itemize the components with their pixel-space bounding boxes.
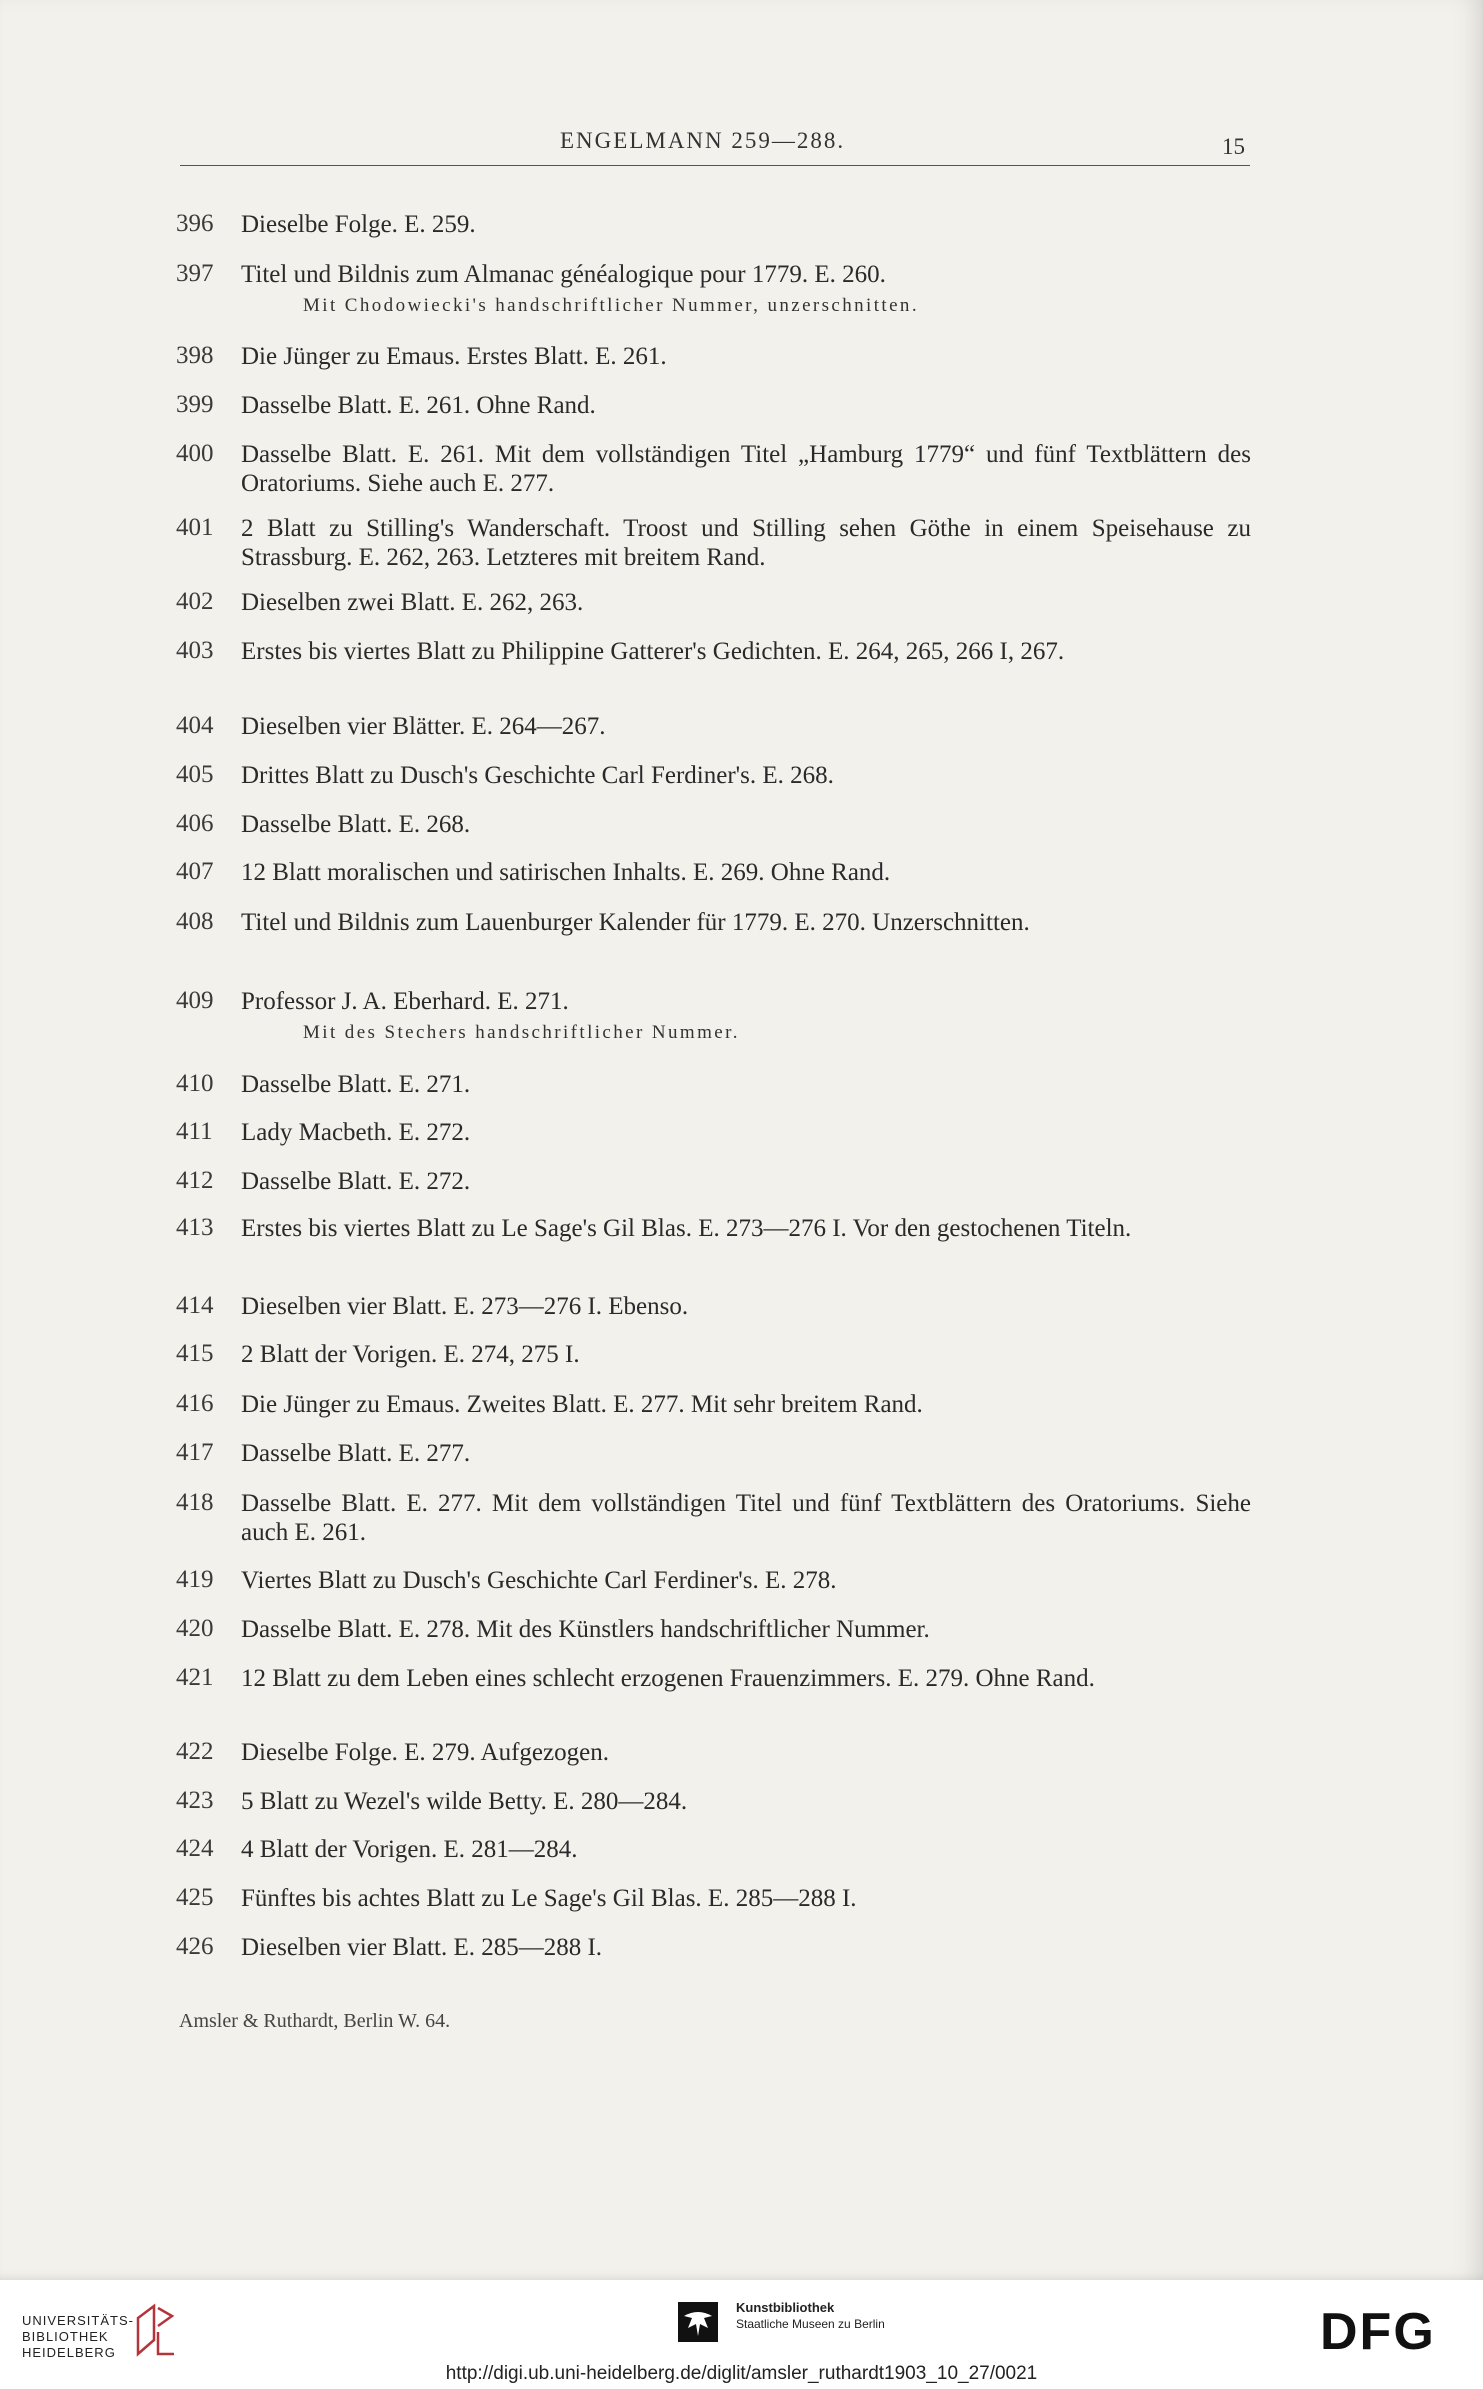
entry-number: 404 — [176, 712, 214, 739]
entry-text: Viertes Blatt zu Dusch's Geschichte Carl Ferdiner's. E. 278. — [241, 1567, 837, 1594]
entry-text: Titel und Bildnis zum Lauenburger Kalender für 1779. E. 270. Unzerschnitten. — [241, 909, 1030, 936]
entry-text: Dieselben zwei Blatt. E. 262, 263. — [241, 589, 584, 616]
entry-text: 12 Blatt moralischen und satirischen Inhalts. E. 269. Ohne Rand. — [241, 859, 891, 886]
entry-number: 416 — [176, 1390, 214, 1417]
entry-text: Die Jünger zu Emaus. Zweites Blatt. E. 277. Mit sehr breitem Rand. — [241, 1391, 923, 1418]
kunstbibliothek-eagle-icon[interactable] — [678, 2302, 718, 2342]
entry-text: Dieselben vier Blatt. E. 273—276 I. Ebenso. — [241, 1293, 689, 1320]
entry-number: 402 — [176, 588, 214, 615]
entry-text: Die Jünger zu Emaus. Erstes Blatt. E. 261. — [241, 343, 667, 370]
entry-text: Dasselbe Blatt. E. 272. — [241, 1168, 471, 1195]
entry-number: 421 — [176, 1664, 214, 1691]
entry-number: 398 — [176, 342, 214, 369]
entry-number: 401 — [176, 514, 214, 541]
entry-text: Erstes bis viertes Blatt zu Le Sage's Gil Blas. E. 273—276 I. Vor den gestochenen Titeln. — [241, 1215, 1132, 1242]
entry-text: Dasselbe Blatt. E. 261. Mit dem vollständigen Titel „Hamburg 1779“ und fünf Textblättern des Oratoriums. Siehe auch E. 277. — [241, 441, 1251, 497]
entry-number: 403 — [176, 637, 214, 664]
entry-text: Dieselbe Folge. E. 279. Aufgezogen. — [241, 1739, 609, 1766]
entry-number: 397 — [176, 260, 214, 287]
entry-number: 409 — [176, 987, 214, 1014]
logo-line: HEIDELBERG — [22, 2345, 116, 2360]
entry-text: Dieselben vier Blatt. E. 285—288 I. — [241, 1934, 603, 1961]
entry-text: Dasselbe Blatt. E. 277. — [241, 1440, 471, 1467]
entry-text: 5 Blatt zu Wezel's wilde Betty. E. 280—284. — [241, 1788, 688, 1815]
entry-text: 12 Blatt zu dem Leben eines schlecht erzogenen Frauenzimmers. E. 279. Ohne Rand. — [241, 1665, 1095, 1692]
entry-number: 399 — [176, 391, 214, 418]
entry-text: Professor J. A. Eberhard. E. 271. — [241, 988, 569, 1015]
ub-heidelberg-mark-icon — [132, 2300, 180, 2360]
entry-text: 2 Blatt zu Stilling's Wanderschaft. Troost und Stilling sehen Göthe in einem Speisehause zu Strassburg. E. 262, 263. Letzteres mit breitem Rand. — [241, 515, 1251, 571]
entry-text: Dasselbe Blatt. E. 271. — [241, 1071, 471, 1098]
entry-number: 408 — [176, 908, 214, 935]
university-library-logo[interactable] — [22, 2313, 134, 2361]
entry-number: 396 — [176, 210, 214, 237]
header-rule — [180, 165, 1250, 166]
entry-number: 410 — [176, 1070, 214, 1097]
entry-text: Dieselben vier Blätter. E. 264—267. — [241, 713, 606, 740]
entry-number: 411 — [176, 1118, 213, 1145]
kb-subtitle: Staatliche Museen zu Berlin — [736, 2317, 885, 2331]
entry-number: 405 — [176, 761, 214, 788]
dfg-logo[interactable]: DFG — [1320, 2303, 1436, 2361]
entry-number: 425 — [176, 1884, 214, 1911]
entry-number: 400 — [176, 440, 214, 467]
entry-text: Titel und Bildnis zum Almanac généalogique pour 1779. E. 260. — [241, 261, 886, 288]
entry-number: 422 — [176, 1738, 214, 1765]
entry-number: 419 — [176, 1566, 214, 1593]
logo-line: BIBLIOTHEK — [22, 2329, 109, 2344]
entry-text: Erstes bis viertes Blatt zu Philippine Gatterer's Gedichten. E. 264, 265, 266 I, 267. — [241, 638, 1065, 665]
entry-note: Mit des Stechers handschriftlicher Nummer. — [303, 1022, 740, 1043]
entry-number: 412 — [176, 1167, 214, 1194]
page-number: 15 — [1222, 134, 1245, 159]
entry-number: 423 — [176, 1787, 214, 1814]
running-head: ENGELMANN 259—288. — [560, 128, 846, 153]
entry-text: Dieselbe Folge. E. 259. — [241, 211, 476, 238]
entry-number: 418 — [176, 1489, 214, 1516]
logo-line: UNIVERSITÄTS- — [22, 2313, 134, 2328]
entry-text: Dasselbe Blatt. E. 268. — [241, 811, 471, 838]
entry-number: 424 — [176, 1835, 214, 1862]
entry-note: Mit Chodowiecki's handschriftlicher Nummer, unzerschnitten. — [303, 295, 919, 316]
entry-text: Drittes Blatt zu Dusch's Geschichte Carl Ferdiner's. E. 268. — [241, 762, 834, 789]
entry-number: 406 — [176, 810, 214, 837]
entry-number: 413 — [176, 1214, 214, 1241]
entry-text: Dasselbe Blatt. E. 277. Mit dem vollständigen Titel und fünf Textblättern des Oratoriums. Siehe auch E. 261. — [241, 1490, 1251, 1546]
permalink-url[interactable]: http://digi.ub.uni-heidelberg.de/diglit/amsler_ruthardt1903_10_27/0021 — [445, 2363, 1038, 2384]
entry-text: Dasselbe Blatt. E. 278. Mit des Künstlers handschriftlicher Nummer. — [241, 1616, 930, 1643]
entry-text: 4 Blatt der Vorigen. E. 281—284. — [241, 1836, 578, 1863]
entry-text: Fünftes bis achtes Blatt zu Le Sage's Gil Blas. E. 285—288 I. — [241, 1885, 857, 1912]
entry-number: 415 — [176, 1340, 214, 1367]
entry-number: 407 — [176, 858, 214, 885]
entry-number: 420 — [176, 1615, 214, 1642]
entry-text: Lady Macbeth. E. 272. — [241, 1119, 471, 1146]
kunstbibliothek-logo[interactable] — [736, 2299, 885, 2332]
kb-title: Kunstbibliothek — [736, 2300, 835, 2315]
entry-number: 414 — [176, 1292, 214, 1319]
entry-text: 2 Blatt der Vorigen. E. 274, 275 I. — [241, 1341, 580, 1368]
entry-number: 417 — [176, 1439, 214, 1466]
printer-credit: Amsler & Ruthardt, Berlin W. 64. — [179, 2010, 451, 2032]
entry-number: 426 — [176, 1933, 214, 1960]
entry-text: Dasselbe Blatt. E. 261. Ohne Rand. — [241, 392, 596, 419]
